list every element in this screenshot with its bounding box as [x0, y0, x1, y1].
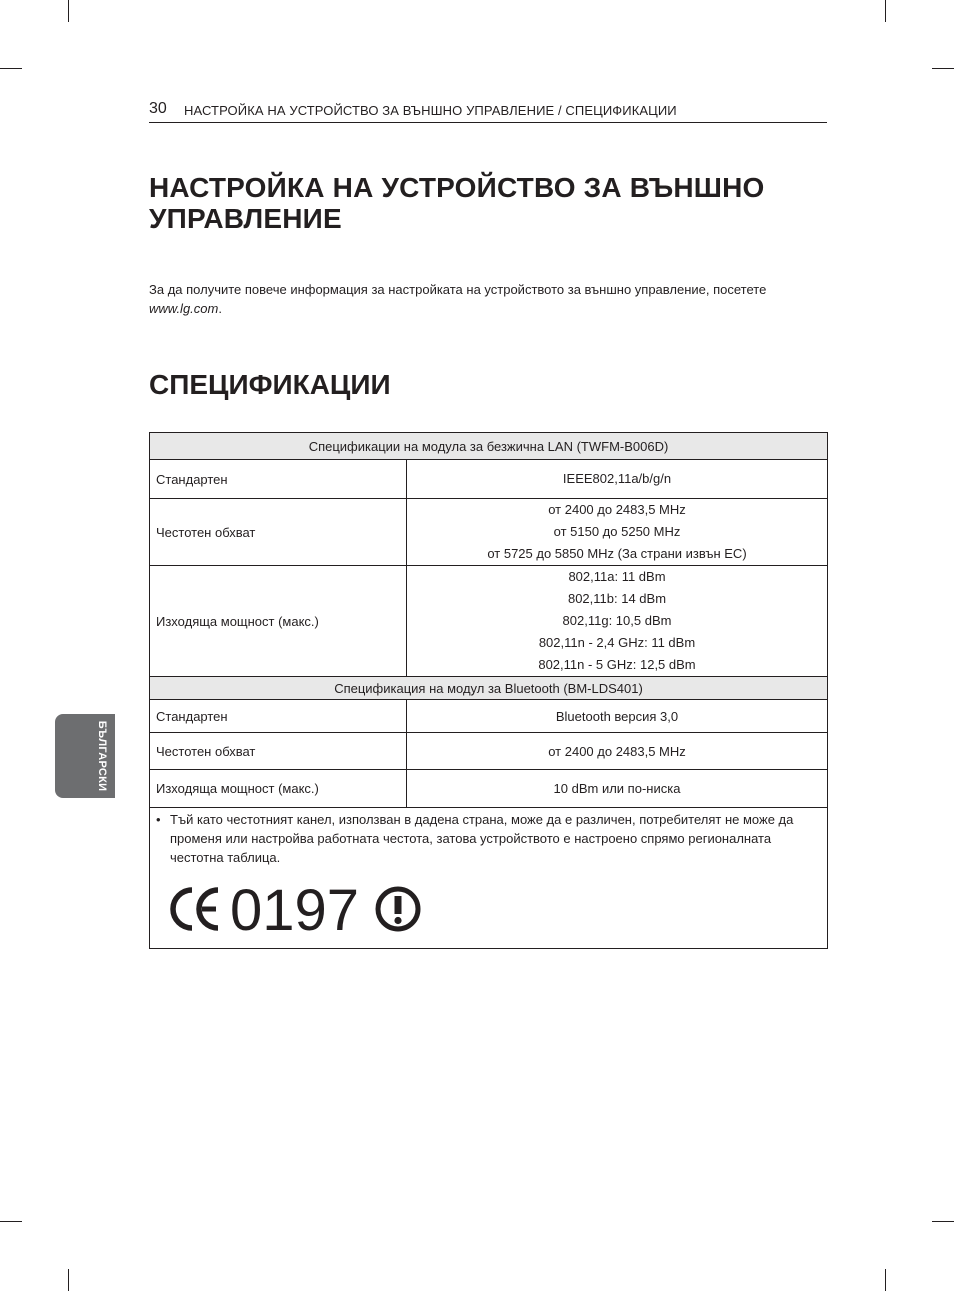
- table-row: [150, 499, 828, 566]
- crop-mark: [0, 1221, 22, 1222]
- bullet-icon: •: [156, 812, 161, 827]
- row-value: от 2400 до 2483,5 MHz: [407, 733, 828, 770]
- ce-notified-body-number: 0197: [230, 885, 360, 933]
- table-note-row: [150, 808, 828, 949]
- row-label: Честотен обхват: [150, 733, 407, 770]
- ce-logo-icon: [173, 890, 218, 928]
- crop-mark: [932, 68, 954, 69]
- row-value: [407, 499, 828, 566]
- crop-mark: [932, 1221, 954, 1222]
- intro-paragraph: [149, 280, 839, 318]
- note-text: Тъй като честотният канел, използван в дадена страна, може да е различен, потребителят не може да променя или настройва работната честота, затова устройството е настроено спрямо регионалната честотна таблица.: [170, 812, 794, 865]
- row-value: [407, 460, 828, 499]
- row-label: Стандартен: [150, 460, 407, 499]
- crop-mark: [885, 1269, 886, 1291]
- crop-mark: [0, 68, 22, 69]
- table-section-header: [150, 677, 828, 700]
- language-tab-label: БЪЛГАРСКИ: [96, 720, 108, 792]
- row-value: Bluetooth версия 3,0: [407, 700, 828, 733]
- row-value: [407, 566, 828, 677]
- crop-mark: [68, 1269, 69, 1291]
- row-label: Стандартен: [150, 700, 407, 733]
- page-header: [149, 100, 827, 123]
- value-line: от 5150 до 5250 MHz: [553, 524, 681, 539]
- title-line: УПРАВЛЕНИЕ: [149, 203, 342, 234]
- intro-text: За да получите повече информация за настройката на устройството за външно управление, посетете: [149, 282, 767, 297]
- value-line: от 5725 до 5850 MHz (За страни извън ЕС): [487, 546, 747, 561]
- row-label: Изходяща мощност (макс.): [150, 770, 407, 808]
- intro-period: .: [218, 301, 222, 316]
- value-line: от 2400 до 2483,5 MHz: [548, 502, 686, 517]
- value-line: 802,11n - 5 GHz: 12,5 dBm: [538, 657, 696, 672]
- table-row: [150, 770, 828, 808]
- row-label: Изходяща мощност (макс.): [150, 566, 407, 677]
- section-title-specifications: СПЕЦИФИКАЦИИ: [149, 369, 391, 400]
- value-line: 802,11a: 11 dBm: [568, 569, 666, 584]
- specifications-table: [149, 432, 828, 949]
- note-cell: [150, 808, 828, 949]
- alert-class-icon: [378, 889, 418, 929]
- value-line: 802,11n - 2,4 GHz: 11 dBm: [538, 635, 696, 650]
- wlan-section-header: Спецификации на модула за безжична LAN (TWFM-B006D): [150, 433, 828, 460]
- value-line: 802,11b: 14 dBm: [567, 591, 667, 606]
- note-text-block: [150, 808, 827, 867]
- ce-conformity-mark: [158, 885, 428, 933]
- running-title: НАСТРОЙКА НА УСТРОЙСТВО ЗА ВЪНШНО УПРАВЛЕНИЕ / СПЕЦИФИКАЦИИ: [184, 103, 677, 118]
- table-row: [150, 566, 828, 677]
- page-number: 30: [149, 100, 167, 117]
- table-row: [150, 460, 828, 499]
- value-line: IEEE802,11a/b/g/n: [562, 471, 672, 486]
- table-section-header: [150, 433, 828, 460]
- row-label: Честотен обхват: [150, 499, 407, 566]
- lg-website-link[interactable]: www.lg.com: [149, 301, 219, 316]
- table-row: [150, 700, 828, 733]
- section-title-external-control: [149, 172, 839, 234]
- ce-marking-row: [150, 867, 827, 933]
- table-row: [150, 733, 828, 770]
- crop-mark: [885, 0, 886, 22]
- value-line: 802,11g: 10,5 dBm: [562, 613, 672, 628]
- crop-mark: [68, 0, 69, 22]
- bluetooth-section-header: Спецификация на модул за Bluetooth (BM-LDS401): [150, 677, 828, 700]
- row-value: 10 dBm или по-ниска: [407, 770, 828, 808]
- title-line: НАСТРОЙКА НА УСТРОЙСТВО ЗА ВЪНШНО: [149, 172, 765, 203]
